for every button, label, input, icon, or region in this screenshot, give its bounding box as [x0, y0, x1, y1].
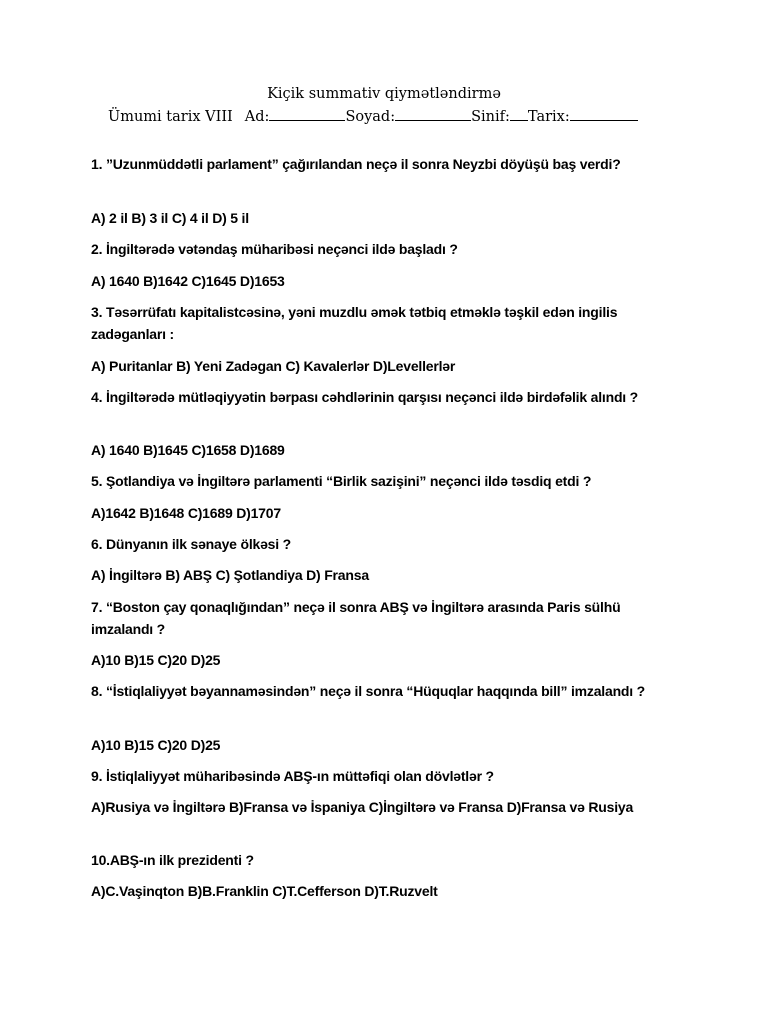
- soyad-label: Soyad:: [345, 109, 396, 125]
- answer-options-8: A)10 B)15 C)20 D)25: [91, 737, 221, 753]
- answer-options-6: A) İngiltərə B) ABŞ C) Şotlandiya D) Fransa: [91, 567, 369, 583]
- answer-options-4: A) 1640 B)1645 C)1658 D)1689: [91, 442, 285, 458]
- question-4: 4. İngiltərədə mütləqiyyətin bərpası cəhdlərinin qarşısı neçənci ildə birdəfəlik alındı ?: [91, 389, 639, 405]
- sinif-blank: [510, 106, 528, 121]
- answer-options-3: A) Puritanlar B) Yeni Zadəgan C) Kavalerlər D)Levellerlər: [91, 358, 456, 374]
- question-10: 10.ABŞ-ın ilk prezidenti ?: [91, 852, 254, 868]
- answer-options-7: A)10 B)15 C)20 D)25: [91, 652, 221, 668]
- question-3: 3. Təsərrüfatı kapitalistcəsinə, yəni muzdlu əmək tətbiq etməklə təşkil edən ingilis zadəganları :: [91, 304, 618, 342]
- tarix-blank: [570, 106, 638, 121]
- worksheet-title: Kiçik summativ qiymətləndirmə: [267, 86, 501, 102]
- student-info-line: [108, 106, 708, 127]
- question-8: 8. “İstiqlaliyyət bəyannaməsindən” neçə il sonra “Hüquqlar haqqında bill” imzalandı ?: [91, 683, 646, 699]
- answer-options-1: A) 2 il B) 3 il C) 4 il D) 5 il: [91, 210, 249, 226]
- question-6: 6. Dünyanın ilk sənaye ölkəsi ?: [91, 536, 291, 552]
- question-2: 2. İngiltərədə vətəndaş müharibəsi neçənci ildə başladı ?: [91, 241, 458, 257]
- ad-blank: [269, 106, 345, 121]
- question-5: 5. Şotlandiya və İngiltərə parlamenti “Birlik sazişini” neçənci ildə təsdiq etdi ?: [91, 473, 592, 489]
- answer-options-10: A)C.Vaşinqton B)B.Franklin C)T.Cefferson D)T.Ruzvelt: [91, 883, 438, 899]
- question-7: 7. “Boston çay qonaqlığından” neçə il sonra ABŞ və İngiltərə arasında Paris sülhü imzalandı ?: [91, 599, 621, 637]
- sinif-label: Sinif:: [471, 109, 510, 125]
- subject-label: Ümumi tarix VIII: [108, 109, 233, 125]
- answer-options-9: A)Rusiya və İngiltərə B)Fransa və İspaniya C)İngiltərə və Fransa D)Fransa və Rusiya: [91, 799, 634, 815]
- ad-label: Ad:: [244, 109, 270, 125]
- tarix-label: Tarix:: [527, 109, 570, 125]
- answer-options-2: A) 1640 B)1642 C)1645 D)1653: [91, 273, 285, 289]
- soyad-blank: [395, 106, 471, 121]
- question-1: 1. ”Uzunmüddətli parlament” çağırılandan neçə il sonra Neyzbi döyüşü baş verdi?: [91, 156, 621, 172]
- question-9: 9. İstiqlaliyyət müharibəsində ABŞ-ın müttəfiqi olan dövlətlər ?: [91, 768, 494, 784]
- answer-options-5: A)1642 B)1648 C)1689 D)1707: [91, 505, 281, 521]
